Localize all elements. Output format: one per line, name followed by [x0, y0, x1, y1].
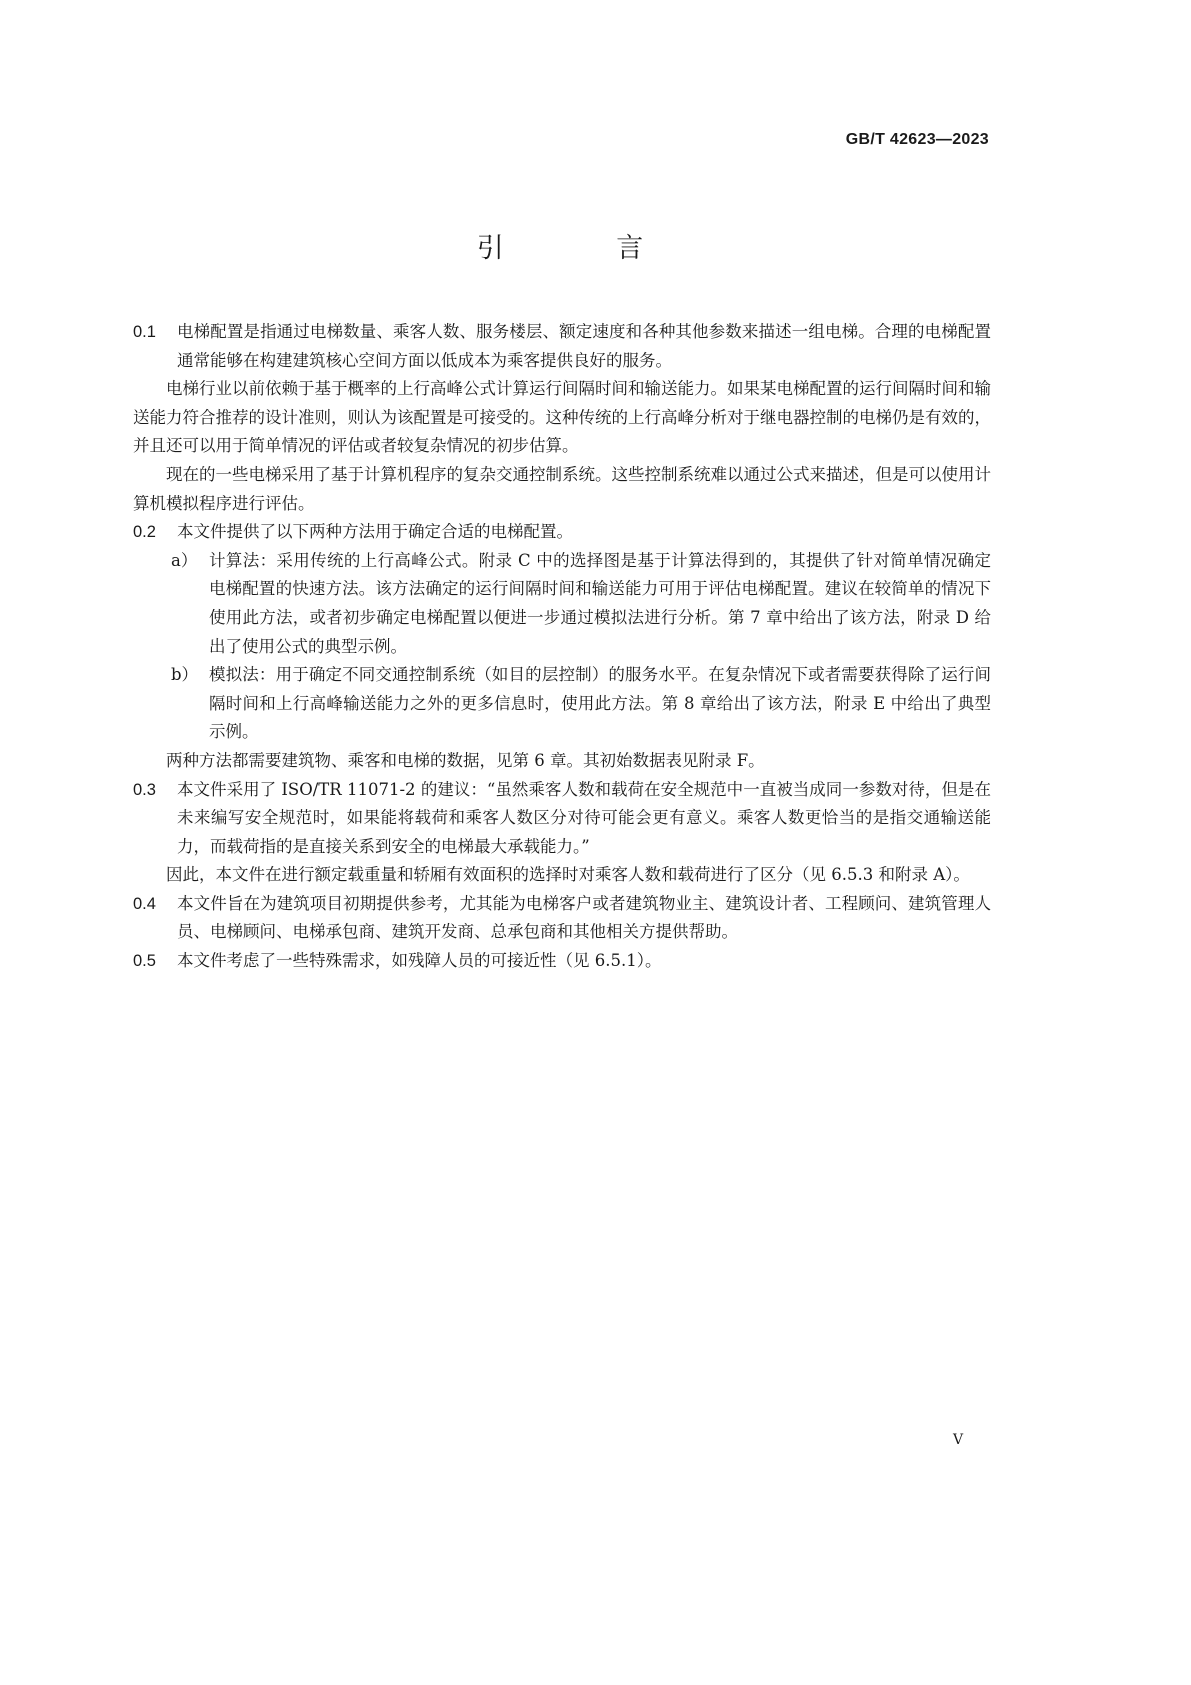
- clause-0-1: [133, 318, 991, 375]
- clause-number: 0.2: [133, 523, 156, 542]
- clause-0-4: [133, 890, 991, 947]
- list-item-a: [133, 547, 991, 661]
- paragraph: 两种方法都需要建筑物、乘客和电梯的数据，见第 6 章。其初始数据表见附录 F。: [166, 750, 765, 770]
- list-item-text: 模拟法：用于确定不同交通控制系统（如目的层控制）的服务水平。在复杂情况下或者需要获得除了运行间隔时间和上行高峰输送能力之外的更多信息时，使用此方法。第 8 章给出了该方法，附录 E 中给出了典型示例。: [209, 665, 991, 742]
- clause-number: 0.4: [133, 894, 156, 913]
- clause-text: 本文件旨在为建筑项目初期提供参考，尤其能为电梯客户或者建筑物业主、建筑设计者、工程顾问、建筑管理人员、电梯顾问、电梯承包商、建筑开发商、总承包商和其他相关方提供帮助。: [177, 893, 991, 942]
- list-item-label: b）: [171, 665, 199, 685]
- clause-number: 0.5: [133, 952, 156, 971]
- page-title: 引 言: [476, 233, 696, 264]
- clause-number: 0.3: [133, 780, 156, 799]
- paragraph: 电梯行业以前依赖于基于概率的上行高峰公式计算运行间隔时间和输送能力。如果某电梯配置的运行间隔时间和输送能力符合推荐的设计准则，则认为该配置是可接受的。这种传统的上行高峰分析对于继电器控制的电梯仍是有效的，并且还可以用于简单情况的评估或者较复杂情况的初步估算。: [133, 379, 991, 456]
- clause-text: 本文件考虑了一些特殊需求，如残障人员的可接近性（见 6.5.1）。: [177, 951, 662, 971]
- clause-0-3: [133, 776, 991, 862]
- clause-text: 本文件采用了 ISO/TR 11071-2 的建议：“虽然乘客人数和载荷在安全规范中一直被当成同一参数对待，但是在未来编写安全规范时，如果能将载荷和乘客人数区分对待可能会更有意义。乘客人数更恰当的是指交通输送能力，而载荷指的是直接关系到安全的电梯最大承载能力。”: [177, 779, 991, 856]
- clause-text: 本文件提供了以下两种方法用于确定合适的电梯配置。: [177, 522, 573, 542]
- clause-number: 0.1: [133, 323, 156, 341]
- clause-text: 电梯配置是指通过电梯数量、乘客人数、服务楼层、额定速度和各种其他参数来描述一组电梯。合理的电梯配置通常能够在构建建筑核心空间方面以低成本为乘客提供良好的服务。: [177, 322, 991, 370]
- standard-code: GB/T 42623—2023: [845, 131, 989, 148]
- list-item-label: a）: [171, 550, 198, 570]
- list-item-text: 计算法：采用传统的上行高峰公式。附录 C 中的选择图是基于计算法得到的，其提供了针对简单情况确定电梯配置的快速方法。该方法确定的运行间隔时间和输送能力可用于评估电梯配置。建议在较简单的情况下使用此方法，或者初步确定电梯配置以便进一步通过模拟法进行分析。第 7 章中给出了该方法，附录 D 给出了使用公式的典型示例。: [209, 550, 991, 656]
- paragraph: 因此，本文件在进行额定载重量和轿厢有效面积的选择时对乘客人数和载荷进行了区分（见 6.5.3 和附录 A）。: [166, 865, 970, 885]
- list-item-b: [133, 661, 991, 747]
- paragraph: 现在的一些电梯采用了基于计算机程序的复杂交通控制系统。这些控制系统难以通过公式来描述，但是可以使用计算机模拟程序进行评估。: [133, 464, 991, 513]
- clause-0-5: [133, 947, 991, 976]
- page-number: V: [953, 1432, 964, 1448]
- clause-0-2: [133, 518, 991, 547]
- introduction-body: [133, 318, 991, 976]
